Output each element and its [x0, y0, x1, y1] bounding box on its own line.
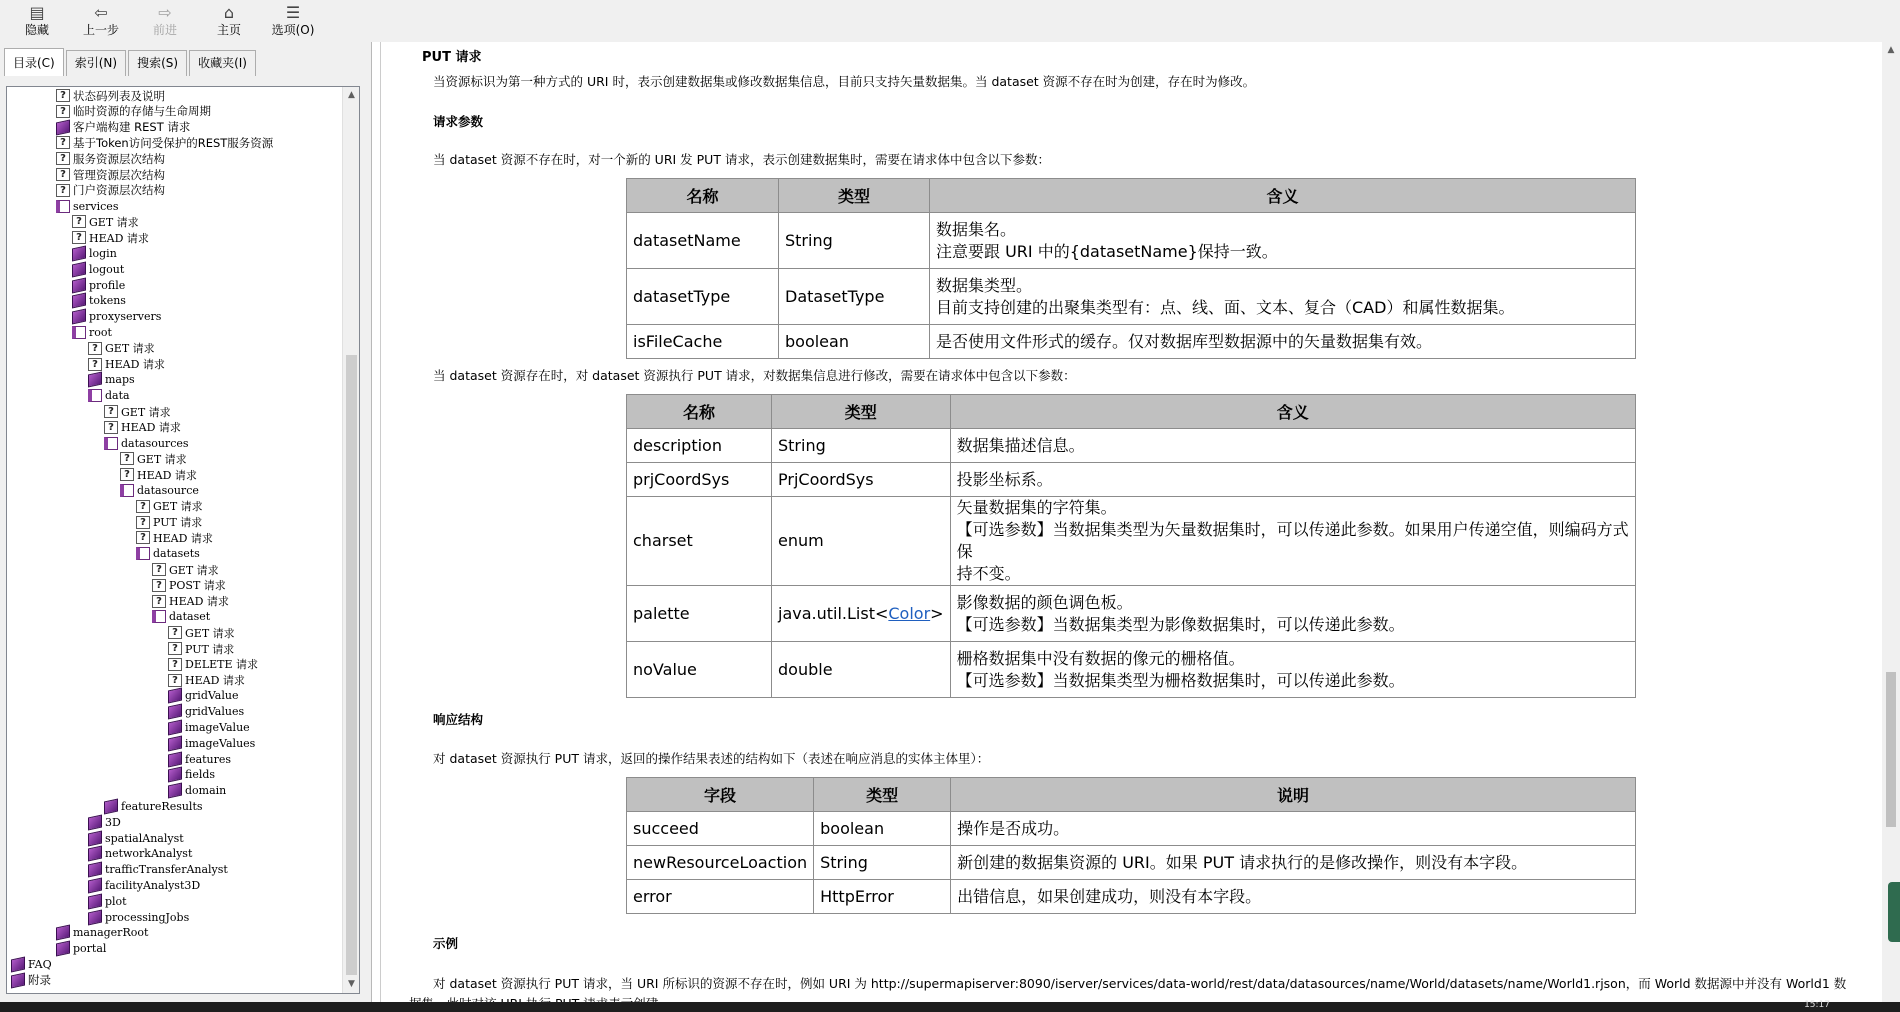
content-scroll-thumb[interactable]: [1886, 672, 1896, 827]
nav-tab-1[interactable]: 索引(N): [66, 50, 126, 76]
toc-item[interactable]: [56, 135, 273, 150]
param-desc-cell: [950, 586, 1635, 642]
param-name-cell: prjCoordSys: [627, 463, 772, 497]
toc-item-label: spatialAnalyst: [105, 831, 184, 845]
toc-item-label: HEAD 请求: [153, 531, 213, 545]
toc-item-label: GET 请求: [121, 405, 171, 419]
toc-item-label: 管理资源层次结构: [73, 167, 165, 182]
desc-line: 影像数据的颜色调色板。: [956, 592, 1133, 612]
param-desc-cell: [950, 429, 1635, 463]
toc-scrollbar[interactable]: [342, 87, 359, 993]
closed-book-icon: [168, 720, 182, 736]
toc-item-label: plot: [105, 894, 127, 908]
intro-text: 当资源标识为第一种方式的 URI 时，表示创建数据集或修改数据集信息，目前只支持矢量数据集。当 dataset 资源不存在时为创建，存在时为修改。: [433, 74, 1256, 89]
toc-item[interactable]: [168, 752, 231, 767]
toc-item[interactable]: [56, 941, 106, 956]
help-page-icon: ?: [152, 563, 166, 576]
closed-book-icon: [72, 309, 86, 325]
toc-item[interactable]: [72, 230, 149, 245]
param-name-cell: succeed: [627, 812, 814, 846]
toc-item-label: 门户资源层次结构: [73, 183, 165, 198]
param-type-cell: String: [779, 213, 930, 269]
param-type-cell: enum: [772, 497, 951, 586]
param-type-cell: boolean: [779, 325, 930, 359]
nav-tabs: [4, 50, 258, 76]
response-intro-text: 对 dataset 资源执行 PUT 请求，返回的操作结果表述的结构如下（表述在响应消息的实体主体里）：: [433, 751, 990, 766]
toc-item[interactable]: [120, 483, 199, 498]
toc-item[interactable]: [104, 799, 203, 814]
table-header-cell: 名称: [627, 179, 779, 213]
closed-book-icon: [168, 688, 182, 704]
closed-book-icon: [11, 972, 25, 988]
toc-item-label: PUT 请求: [153, 516, 203, 530]
toolbar-button-label: 主页: [216, 23, 241, 37]
response-table: [626, 777, 1636, 914]
param-desc-cell: [951, 880, 1636, 914]
toc-item-label: 临时资源的存储与生命周期: [73, 104, 211, 119]
param-desc-cell: [950, 497, 1635, 586]
toc-item-label: 基于Token访问受保护的REST服务资源: [73, 135, 274, 150]
desc-line: 投影坐标系。: [956, 469, 1053, 489]
closed-book-icon: [56, 119, 70, 135]
toc-item[interactable]: [88, 341, 155, 356]
toc-item-label: 状态码列表及说明: [73, 88, 165, 103]
toc-item-label: logout: [89, 262, 125, 276]
param-name-cell: datasetName: [627, 213, 779, 269]
help-page-icon: ?: [136, 500, 150, 513]
table-header-cell: 说明: [951, 778, 1636, 812]
toc-item[interactable]: [56, 183, 165, 198]
toc-item-label: 客户端构建 REST 请求: [73, 120, 191, 135]
toc-item[interactable]: [136, 499, 203, 514]
toc-item-label: GET 请求: [185, 626, 235, 640]
toolbar-button-hide[interactable]: [8, 0, 66, 38]
toc-item[interactable]: [88, 878, 200, 893]
forward-arrow-icon: ⇨: [158, 2, 172, 22]
toolbar-button-label: 选项(O): [271, 23, 315, 37]
desc-line: 数据集名。: [936, 219, 1017, 239]
desc-line: 是否使用文件形式的缓存。仅对数据库型数据源中的矢量数据集有效。: [936, 331, 1433, 351]
toc-item-label: login: [89, 247, 117, 260]
closed-book-icon: [88, 814, 102, 830]
open-book-icon: [120, 484, 134, 497]
toc-item[interactable]: [120, 451, 187, 466]
help-page-icon: ?: [168, 626, 182, 639]
param-desc-cell: [930, 269, 1636, 325]
help-page-icon: ?: [152, 595, 166, 608]
param-desc-cell: [930, 213, 1636, 269]
toc-item[interactable]: [88, 862, 228, 877]
toolbar-button-label: 隐藏: [24, 23, 49, 37]
toc-item-label: managerRoot: [73, 926, 149, 940]
toc-item-label: HEAD 请求: [185, 674, 245, 688]
toc-item[interactable]: [56, 104, 211, 119]
help-page-icon: ?: [168, 674, 182, 687]
desc-line: 【可选参数】当数据集类型为影像数据集时，可以传递此参数。: [956, 614, 1405, 634]
desc-line: 新创建的数据集资源的 URI。如果 PUT 请求执行的是修改操作，则没有本字段。: [957, 852, 1528, 872]
toc-item[interactable]: [168, 657, 258, 672]
toc-item[interactable]: [168, 720, 250, 735]
toc-item-label: facilityAnalyst3D: [105, 879, 201, 892]
table-row: [627, 325, 1636, 359]
param-desc-cell: [950, 463, 1635, 497]
toc-item-label: datasource: [137, 484, 199, 497]
toc-item[interactable]: [72, 214, 139, 229]
help-page-icon: ?: [56, 105, 70, 118]
table-row: [627, 880, 1636, 914]
toc-item[interactable]: [168, 641, 234, 656]
content-scrollbar[interactable]: [1882, 42, 1900, 1002]
table-row: [627, 213, 1636, 269]
toc-item[interactable]: [136, 546, 200, 561]
toc-item-label: fields: [185, 768, 216, 782]
param-type-cell: HttpError: [814, 880, 951, 914]
param-type-cell: String: [772, 429, 951, 463]
toc-item-label: PUT 请求: [185, 642, 235, 656]
help-page-icon: ?: [120, 452, 134, 465]
toc-item-label: DELETE 请求: [185, 658, 259, 672]
toc-item-label: GET 请求: [137, 452, 187, 466]
toc-item[interactable]: [88, 388, 130, 403]
create-intro-text: 当 dataset 资源不存在时，对一个新的 URI 发 PUT 请求，表示创建数据集时，需要在请求体中包含以下参数：: [433, 152, 1050, 167]
open-book-icon: [88, 389, 102, 402]
toc-item-label: GET 请求: [89, 215, 139, 229]
help-page-icon: ?: [104, 421, 118, 434]
param-name-cell: isFileCache: [627, 325, 779, 359]
help-page-icon: ?: [56, 89, 70, 102]
param-desc-cell: [950, 642, 1635, 698]
param-name-cell: newResourceLoaction: [627, 846, 814, 880]
param-name-cell: datasetType: [627, 269, 779, 325]
toc-item[interactable]: [152, 609, 210, 624]
param-name-cell: charset: [627, 497, 772, 586]
toc-item[interactable]: [72, 278, 125, 293]
toc-item[interactable]: [136, 515, 202, 530]
toc-item-label: POST 请求: [169, 579, 226, 593]
toc-item[interactable]: [72, 309, 161, 324]
toc-item[interactable]: [11, 973, 51, 988]
param-type-cell: boolean: [814, 812, 951, 846]
toc-item-label: services: [73, 199, 119, 213]
toc-item[interactable]: [56, 199, 118, 214]
toc-item[interactable]: [88, 372, 135, 387]
open-book-icon: [152, 610, 166, 623]
toc-item-label: portal: [73, 942, 107, 956]
toc-item-label: HEAD 请求: [105, 358, 165, 372]
nav-tab-2[interactable]: 搜索(S): [128, 50, 187, 76]
toc-item[interactable]: [72, 325, 112, 340]
param-type-cell: String: [814, 846, 951, 880]
toc-item[interactable]: [168, 673, 245, 688]
toolbar-button-back-arrow[interactable]: [72, 0, 130, 38]
desc-line: 栅格数据集中没有数据的像元的栅格值。: [956, 648, 1245, 668]
taskbar-clock: 15:17: [1804, 1000, 1830, 1010]
table-header-cell: 类型: [814, 778, 951, 812]
toc-tree[interactable]: [6, 86, 360, 994]
toolbar: [0, 0, 1900, 42]
help-page-icon: ?: [104, 405, 118, 418]
toc-item[interactable]: [152, 578, 226, 593]
toc-item[interactable]: [152, 594, 229, 609]
param-desc-cell: [951, 846, 1636, 880]
toc-item-label: proxyservers: [89, 310, 162, 324]
toc-item[interactable]: [56, 120, 190, 135]
toc-item-label: processingJobs: [105, 910, 190, 924]
open-book-icon: [136, 547, 150, 560]
toc-item-label: HEAD 请求: [121, 421, 181, 435]
table-row: [627, 463, 1636, 497]
closed-book-icon: [88, 372, 102, 388]
toc-item[interactable]: [88, 357, 165, 372]
toc-item-label: gridValue: [185, 689, 239, 703]
toc-item-label: domain: [185, 784, 227, 798]
toc-scroll-thumb[interactable]: [346, 355, 357, 975]
closed-book-icon: [88, 846, 102, 862]
home-icon: ⌂: [223, 2, 235, 22]
desc-line: 目前支持创建的出聚集类型有：点、线、面、文本、复合（CAD）和属性数据集。: [936, 297, 1515, 317]
closed-book-icon: [72, 293, 86, 309]
toc-item-label: HEAD 请求: [89, 231, 149, 245]
toc-item[interactable]: [104, 436, 189, 451]
back-arrow-icon: ⇦: [94, 2, 108, 22]
desc-line: 持不变。: [956, 564, 1021, 583]
type-prefix: java.util.List<: [778, 603, 889, 623]
help-page-icon: ?: [56, 152, 70, 165]
toc-item-label: FAQ: [28, 958, 52, 971]
help-page-icon: ?: [72, 231, 86, 244]
help-page-icon: ?: [88, 342, 102, 355]
toc-item[interactable]: [88, 846, 192, 861]
toc-item[interactable]: [56, 151, 165, 166]
open-book-icon: [56, 200, 70, 213]
navigation-pane: [0, 42, 372, 1002]
toc-item-label: profile: [89, 278, 126, 292]
help-page-icon: ?: [88, 358, 102, 371]
toc-item[interactable]: [168, 783, 226, 798]
help-page-icon: ?: [168, 642, 182, 655]
closed-book-icon: [88, 878, 102, 894]
toc-item[interactable]: [88, 894, 127, 909]
example-text: 对 dataset 资源执行 PUT 请求，当 URI 所标识的资源不存在时，例如 URI 为 http://supermapiserver:8090/iserver/services/data-world/rest/data/datasources/name/World/datasets/name/World1.rjson，而 World 数据源中并没有 World1 数: [433, 976, 1847, 991]
toolbar-button-label: 前进: [152, 23, 177, 37]
closed-book-icon: [168, 735, 182, 751]
toc-item[interactable]: [88, 910, 189, 925]
help-page-icon: ?: [136, 531, 150, 544]
toc-item-label: HEAD 请求: [169, 595, 229, 609]
desc-line: 数据集描述信息。: [956, 435, 1085, 455]
closed-book-icon: [168, 783, 182, 799]
open-book-icon: [72, 326, 86, 339]
closed-book-icon: [56, 925, 70, 941]
toc-item[interactable]: [11, 957, 52, 972]
table-header-cell: 类型: [772, 395, 951, 429]
toc-item-label: featureResults: [121, 800, 203, 813]
toc-item-label: features: [185, 752, 232, 766]
table-header-cell: 含义: [950, 395, 1635, 429]
desc-line: 数据集类型。: [936, 275, 1033, 295]
closed-book-icon: [11, 957, 25, 973]
toc-item-label: datasets: [153, 547, 200, 561]
help-page-icon: ?: [56, 136, 70, 149]
closed-book-icon: [72, 261, 86, 277]
table-row: [627, 846, 1636, 880]
toc-item-label: 附录: [28, 973, 51, 988]
param-name-cell: noValue: [627, 642, 772, 698]
content-scroll-up-icon[interactable]: ▲: [1887, 45, 1895, 55]
toc-item-label: imageValues: [185, 736, 256, 750]
response-heading: 响应结构: [433, 712, 484, 727]
toc-item-label: gridValues: [185, 705, 245, 719]
type-suffix: >: [930, 603, 944, 623]
toc-item[interactable]: [136, 530, 213, 545]
hide-icon: ▤: [29, 2, 45, 22]
toc-item-label: data: [105, 389, 130, 403]
toc-item-label: tokens: [89, 294, 126, 308]
toc-item[interactable]: [168, 704, 244, 719]
table-row: [627, 586, 1636, 642]
toc-item[interactable]: [72, 293, 126, 308]
toc-item-label: dataset: [169, 610, 211, 624]
closed-book-icon: [72, 246, 86, 262]
help-page-icon: ?: [152, 579, 166, 592]
toc-item[interactable]: [56, 925, 148, 940]
desc-line: 注意要跟 URI 中的{datasetName}保持一致。: [936, 241, 1278, 261]
toc-item[interactable]: [120, 467, 197, 482]
toc-item[interactable]: [104, 404, 171, 419]
toc-item-label: 服务资源层次结构: [73, 151, 165, 166]
closed-book-icon: [88, 909, 102, 925]
toc-item-label: maps: [105, 373, 135, 387]
help-page-icon: ?: [72, 215, 86, 228]
help-page-icon: ?: [120, 468, 134, 481]
desc-line: 【可选参数】当数据集类型为矢量数据集时，可以传递此参数。如果用户传递空值，则编码方式保: [956, 520, 1629, 561]
toc-item[interactable]: [152, 562, 219, 577]
table-row: [627, 269, 1636, 325]
toc-item-label: 3D: [105, 815, 121, 829]
toc-item[interactable]: [56, 167, 165, 182]
toc-item[interactable]: [168, 767, 215, 782]
scroll-down-arrow-icon[interactable]: ▼: [348, 979, 355, 989]
table-row: [627, 429, 1636, 463]
toc-item[interactable]: [168, 688, 238, 703]
param-type-cell: PrjCoordSys: [772, 463, 951, 497]
scroll-up-arrow-icon[interactable]: ▲: [348, 90, 355, 100]
table-header-cell: 含义: [930, 179, 1636, 213]
desc-line: 【可选参数】当数据集类型为栅格数据集时，可以传递此参数。: [956, 670, 1405, 690]
toc-item-label: datasources: [121, 436, 189, 450]
toolbar-button-options[interactable]: [264, 0, 322, 38]
toc-item[interactable]: [168, 736, 255, 751]
param-desc-cell: [930, 325, 1636, 359]
param-type-cell: double: [772, 642, 951, 698]
closed-book-icon: [168, 751, 182, 767]
param-name-cell: palette: [627, 586, 772, 642]
open-book-icon: [104, 437, 118, 450]
nav-tab-0[interactable]: 目录(C): [4, 48, 64, 76]
toc-item[interactable]: [104, 420, 181, 435]
modify-intro-text: 当 dataset 资源存在时，对 dataset 资源执行 PUT 请求，对数据集信息进行修改，需要在请求体中包含以下参数：: [433, 368, 1076, 383]
table-row: [627, 497, 1636, 586]
toc-item-label: networkAnalyst: [105, 847, 193, 861]
closed-book-icon: [168, 704, 182, 720]
help-page-icon: ?: [56, 168, 70, 181]
toc-item-label: imageValue: [185, 721, 250, 734]
help-page-icon: ?: [168, 658, 182, 671]
page-title: PUT 请求: [422, 50, 482, 65]
toc-item-label: trafficTransferAnalyst: [105, 863, 228, 877]
closed-book-icon: [88, 862, 102, 878]
toc-item-label: root: [89, 326, 112, 339]
closed-book-icon: [104, 799, 118, 815]
closed-book-icon: [72, 277, 86, 293]
closed-book-icon: [56, 941, 70, 957]
taskbar: [0, 1002, 1900, 1012]
toolbar-button-forward-arrow: [136, 0, 194, 38]
toc-item[interactable]: [56, 88, 165, 103]
table-row: [627, 812, 1636, 846]
help-page-icon: ?: [136, 516, 150, 529]
toc-item-label: GET 请求: [169, 563, 219, 577]
nav-tab-3[interactable]: 收藏夹(I): [189, 50, 256, 76]
desc-line: 矢量数据集的字符集。: [956, 498, 1117, 517]
toc-item[interactable]: [168, 625, 235, 640]
param-name-cell: description: [627, 429, 772, 463]
help-page-icon: ?: [56, 184, 70, 197]
toolbar-button-home[interactable]: [200, 0, 258, 38]
table-row: [627, 642, 1636, 698]
modify-params-table: [626, 394, 1636, 698]
toc-item-label: GET 请求: [105, 342, 155, 356]
closed-book-icon: [168, 767, 182, 783]
toc-item-label: GET 请求: [153, 500, 203, 514]
options-icon: ☰: [285, 2, 301, 22]
color-type-link[interactable]: Color: [888, 603, 931, 623]
table-header-cell: 名称: [627, 395, 772, 429]
desc-line: 出错信息，如果创建成功，则没有本字段。: [957, 886, 1262, 906]
side-panel-tab[interactable]: [1888, 882, 1900, 942]
param-name-cell: error: [627, 880, 814, 914]
table-header-cell: 类型: [779, 179, 930, 213]
param-type-cell: [772, 586, 951, 642]
param-type-cell: DatasetType: [779, 269, 930, 325]
param-desc-cell: [951, 812, 1636, 846]
toc-item-label: HEAD 请求: [137, 468, 197, 482]
toc-item[interactable]: [88, 831, 184, 846]
closed-book-icon: [88, 893, 102, 909]
toc-item[interactable]: [72, 262, 124, 277]
toolbar-button-label: 上一步: [82, 23, 119, 37]
toc-item[interactable]: [72, 246, 117, 261]
example-heading: 示例: [433, 936, 459, 951]
table-header-cell: 字段: [627, 778, 814, 812]
closed-book-icon: [88, 830, 102, 846]
desc-line: 操作是否成功。: [957, 818, 1070, 838]
topic-content: [380, 42, 1880, 1002]
create-params-table: [626, 178, 1636, 359]
params-heading: 请求参数: [433, 114, 484, 129]
toc-item[interactable]: [88, 815, 121, 830]
